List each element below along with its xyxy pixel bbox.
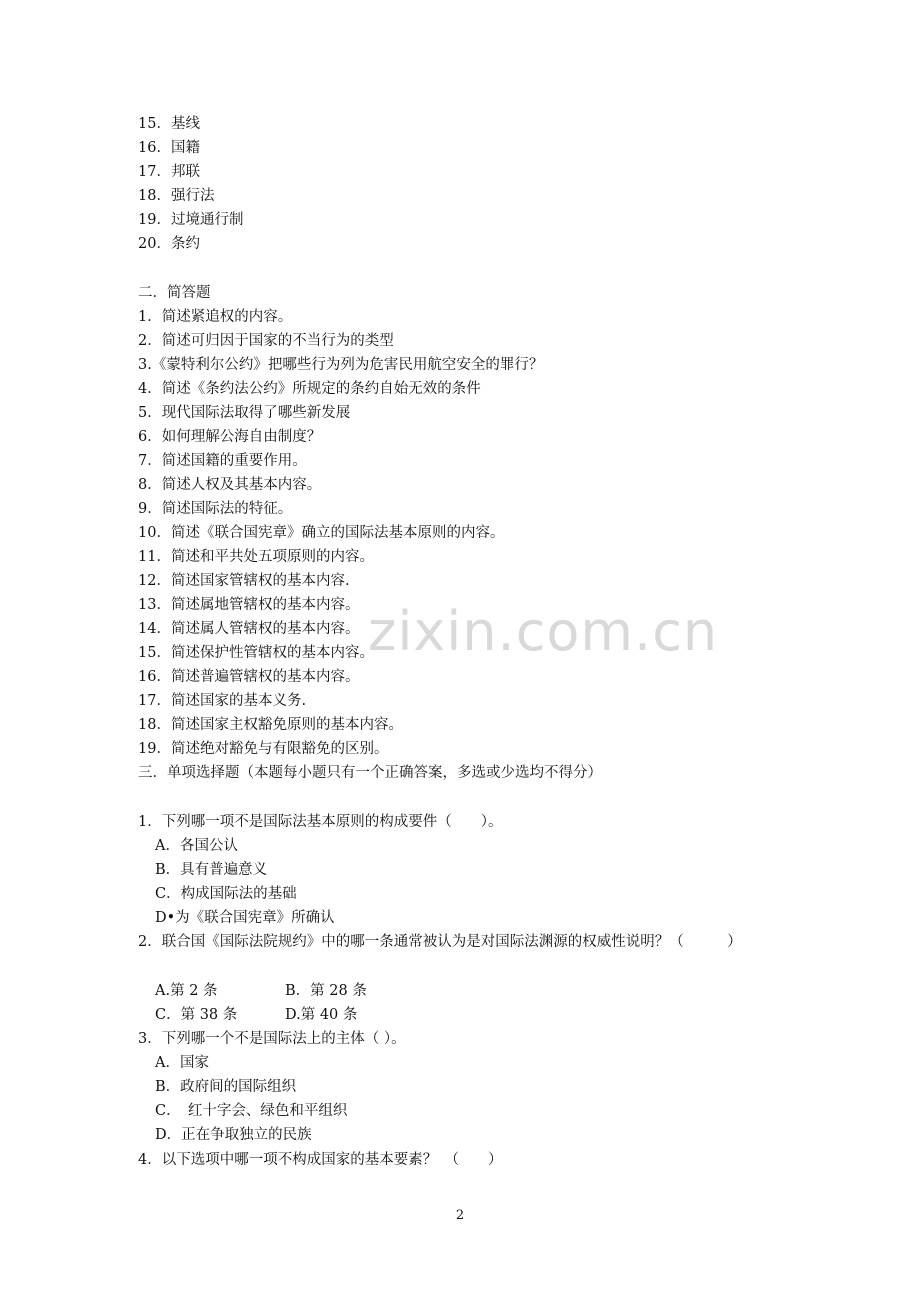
term-item: 16．国籍 — [138, 140, 200, 156]
short-answer-item: 10．简述《联合国宪章》确立的国际法基本原则的内容。 — [138, 525, 505, 541]
question-2-option: A.第 2 条 — [155, 983, 218, 999]
question-1-option: A．各国公认 — [155, 838, 238, 854]
short-answer-item: 13．简述属地管辖权的基本内容。 — [138, 597, 360, 613]
watermark: zixin.com.cn — [368, 600, 719, 663]
question-2-option: C．第 38 条 — [155, 1007, 238, 1023]
short-answer-item: 8．简述人权及其基本内容。 — [138, 477, 322, 493]
section-heading-single-choice: 三．单项选择题（本题每小题只有一个正确答案，多选或少选均不得分） — [138, 765, 602, 781]
term-item: 15．基线 — [138, 116, 200, 132]
question-3-option: A．国家 — [155, 1055, 209, 1071]
short-answer-item: 16．简述普遍管辖权的基本内容。 — [138, 669, 360, 685]
term-item: 17．邦联 — [138, 164, 200, 180]
question-2-option: D.第 40 条 — [285, 1007, 358, 1023]
short-answer-item: 18．简述国家主权豁免原则的基本内容。 — [138, 717, 403, 733]
short-answer-item: 6．如何理解公海自由制度？ — [138, 429, 322, 445]
short-answer-item: 9．简述国际法的特征。 — [138, 501, 293, 517]
short-answer-item: 2．简述可归因于国家的不当行为的类型 — [138, 333, 394, 349]
term-item: 19．过境通行制 — [138, 212, 244, 228]
short-answer-item: 19．简述绝对豁免与有限豁免的区别。 — [138, 741, 389, 757]
short-answer-item: 17．简述国家的基本义务. — [138, 693, 307, 709]
question-3-option: B．政府间的国际组织 — [155, 1079, 297, 1095]
question-1-option: C．构成国际法的基础 — [155, 886, 297, 902]
question-4: 4．以下选项中哪一项不构成国家的基本要素？ （ ） — [138, 1152, 503, 1168]
short-answer-item: 4．简述《条约法公约》所规定的条约自始无效的条件 — [138, 381, 481, 397]
question-3: 3．下列哪一个不是国际法上的主体（ ）。 — [138, 1031, 406, 1047]
short-answer-item: 14．简述属人管辖权的基本内容。 — [138, 621, 360, 637]
short-answer-item: 5．现代国际法取得了哪些新发展 — [138, 405, 351, 421]
section-heading-short-answer: 二．简答题 — [138, 285, 211, 301]
question-3-option: C． 红十字会、绿色和平组织 — [155, 1103, 348, 1119]
short-answer-item: 3.《蒙特利尔公约》把哪些行为列为危害民用航空安全的罪行？ — [138, 357, 544, 373]
term-item: 18．强行法 — [138, 188, 215, 204]
short-answer-item: 1．简述紧追权的内容。 — [138, 309, 293, 325]
question-1-option: D•为《联合国宪章》所确认 — [155, 910, 335, 926]
short-answer-item: 12．简述国家管辖权的基本内容. — [138, 573, 350, 589]
question-2: 2．联合国《国际法院规约》中的哪一条通常被认为是对国际法渊源的权威性说明？（ ） — [138, 934, 742, 950]
short-answer-item: 15．简述保护性管辖权的基本内容。 — [138, 645, 374, 661]
question-3-option: D．正在争取独立的民族 — [155, 1127, 312, 1143]
short-answer-item: 7．简述国籍的重要作用。 — [138, 453, 307, 469]
short-answer-item: 11．简述和平共处五项原则的内容。 — [138, 549, 374, 565]
question-1-option: B．具有普遍意义 — [155, 862, 268, 878]
question-2-option: B．第 28 条 — [285, 983, 367, 999]
question-1: 1．下列哪一项不是国际法基本原则的构成要件（ ）。 — [138, 814, 503, 830]
term-item: 20．条约 — [138, 236, 200, 252]
page-number: 2 — [455, 1208, 465, 1223]
